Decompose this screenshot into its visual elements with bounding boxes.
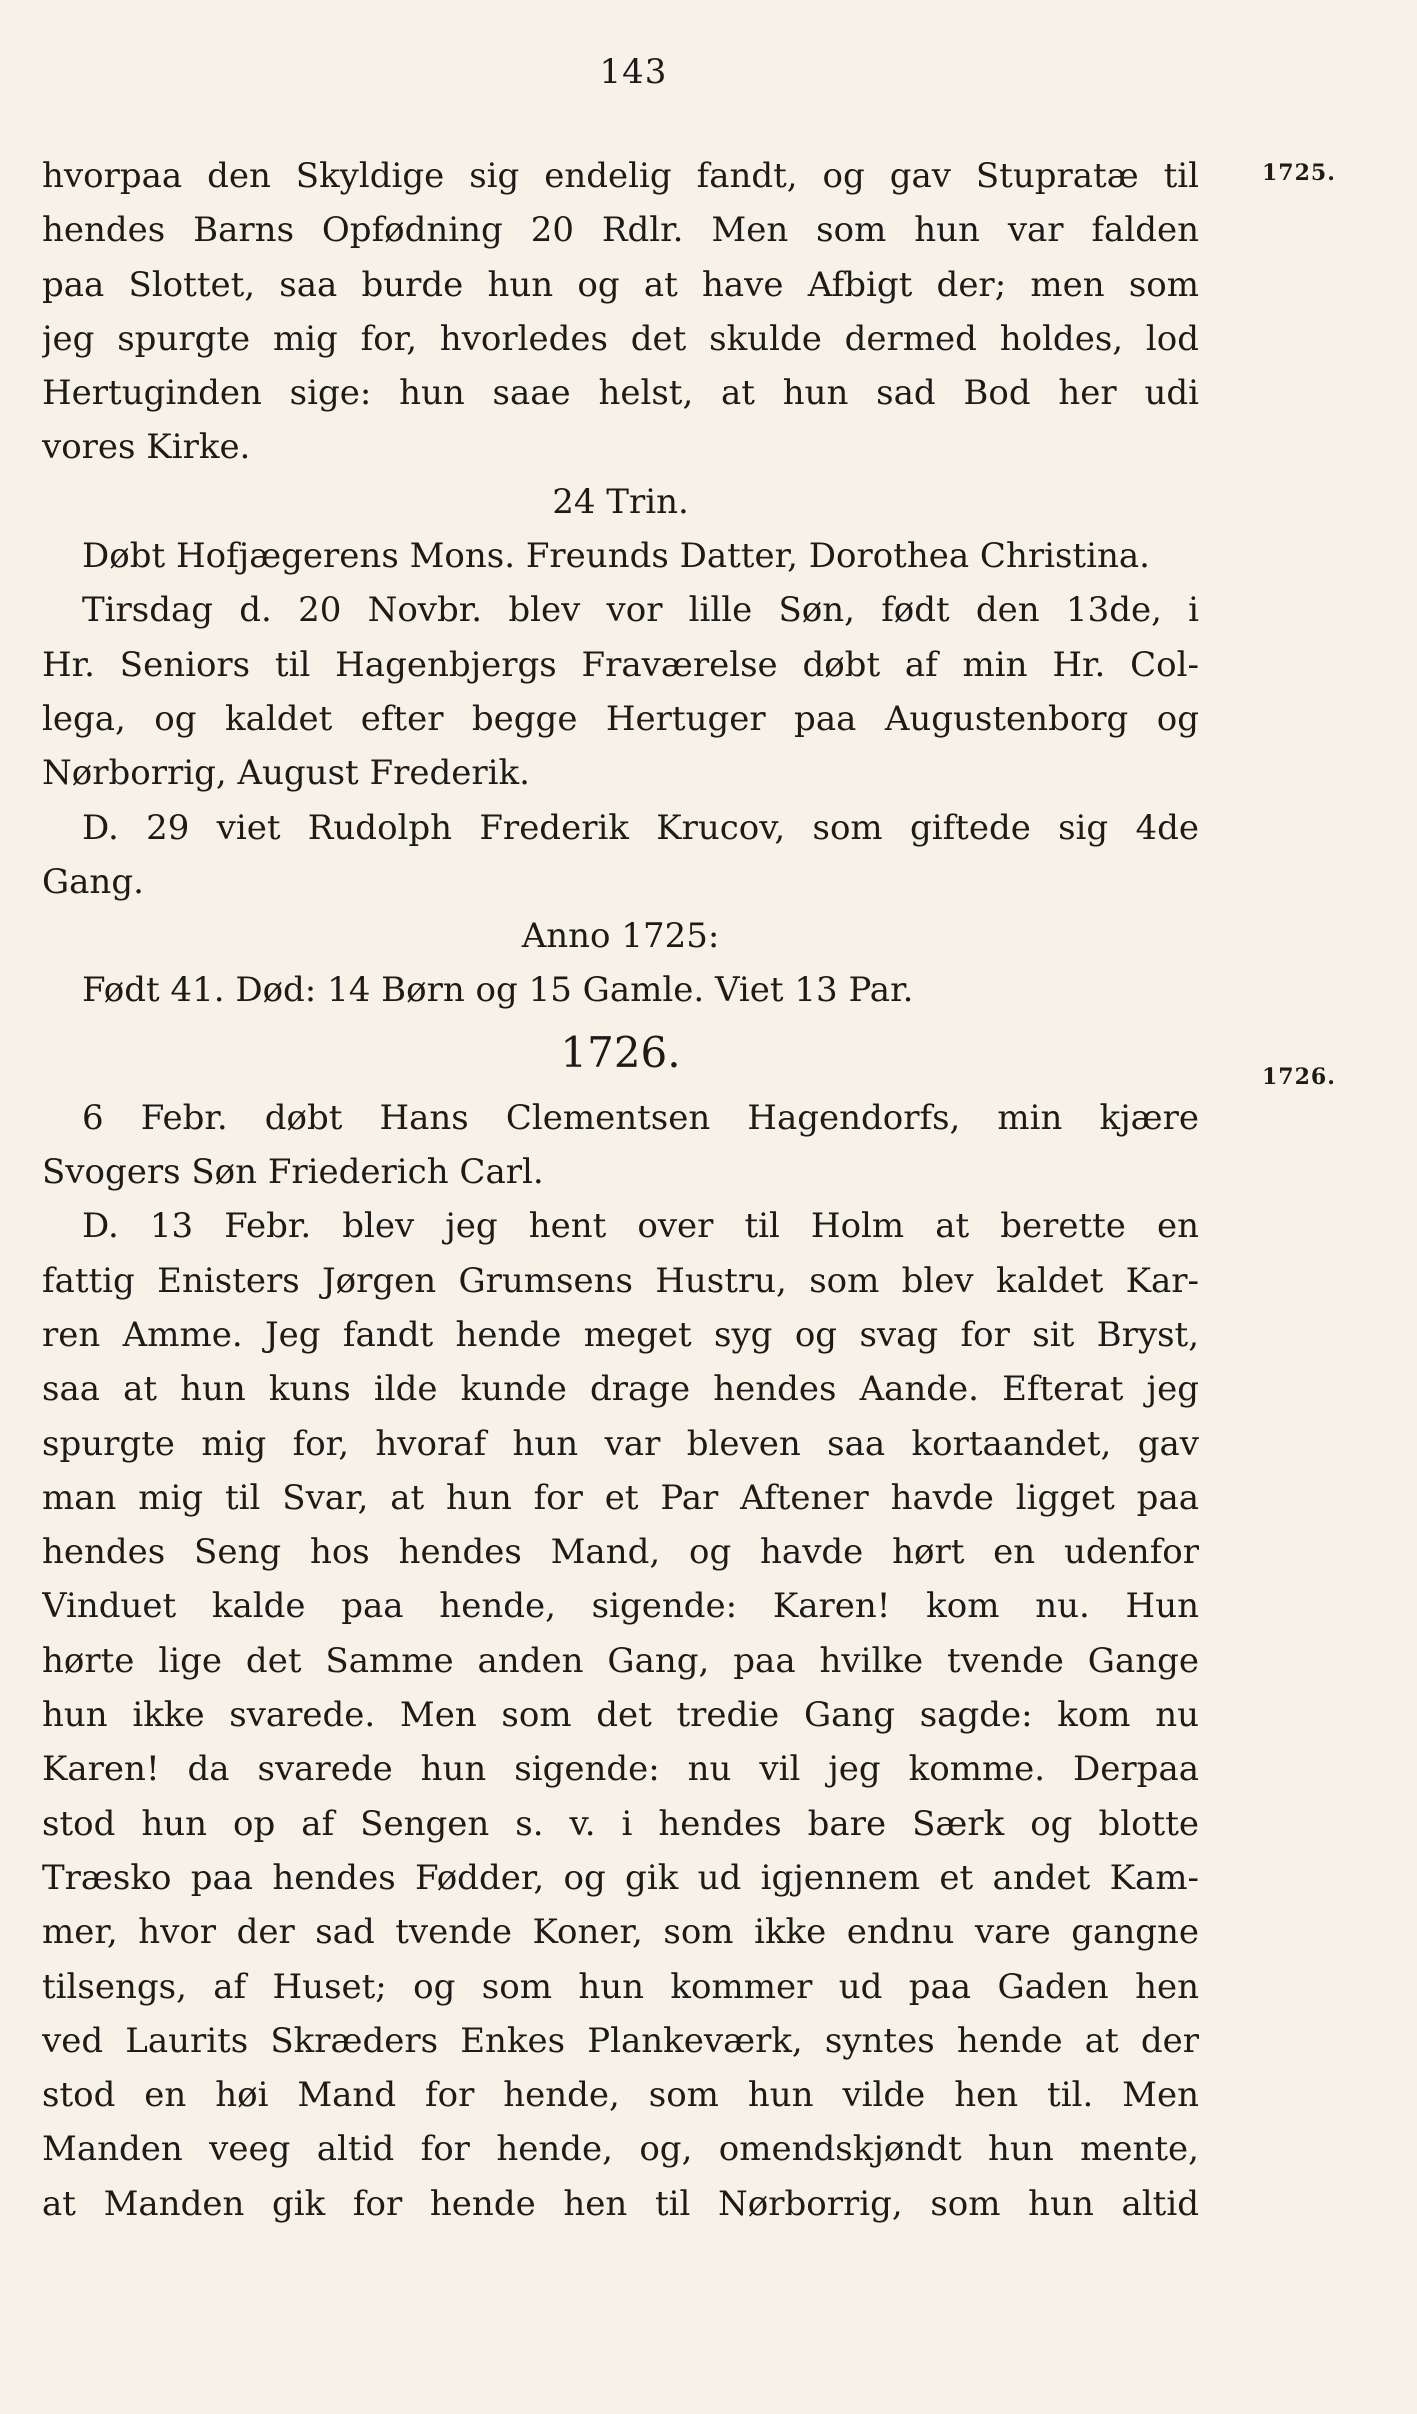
- text-line: tilsengs, af Huset; og som hun kommer ud paa Gaden hen: [42, 1966, 1199, 2007]
- text-line: lega, og kaldet efter begge Hertuger paa Augustenborg og: [42, 698, 1199, 739]
- text-line: saa at hun kuns ilde kunde drage hendes Aande. Efterat jeg: [42, 1369, 1199, 1410]
- text-line: fattig Enisters Jørgen Grumsens Hustru, som blev kaldet Kar-: [42, 1260, 1199, 1301]
- text-line: stod hun op af Sengen s. v. i hendes bare Særk og blotte: [42, 1803, 1199, 1844]
- text-line: jeg spurgte mig for, hvorledes det skulde dermed holdes, lod: [42, 318, 1199, 359]
- text-line: ren Amme. Jeg fandt hende meget syg og svag for sit Bryst,: [42, 1314, 1199, 1355]
- text-line: 6 Febr. døbt Hans Clementsen Hagendorfs, min kjære: [82, 1097, 1199, 1138]
- text-line: Hr. Seniors til Hagenbjergs Fraværelse døbt af min Hr. Col-: [42, 644, 1199, 685]
- text-line: Svogers Søn Friederich Carl.: [42, 1152, 544, 1193]
- text-line: Karen! da svarede hun sigende: nu vil jeg komme. Derpaa: [42, 1749, 1199, 1790]
- text-line: Døbt Hofjægerens Mons. Freunds Datter, Dorothea Christina.: [82, 536, 1150, 577]
- text-line: 24 Trin.: [552, 481, 689, 522]
- text-line: vores Kirke.: [42, 427, 251, 468]
- text-line: hendes Seng hos hendes Mand, og havde hørt en udenfor: [42, 1532, 1199, 1573]
- text-line: mer, hvor der sad tvende Koner, som ikke endnu vare gangne: [42, 1912, 1199, 1953]
- text-line: Vinduet kalde paa hende, sigende: Karen! kom nu. Hun: [42, 1586, 1199, 1627]
- text-line: Tirsdag d. 20 Novbr. blev vor lille Søn, født den 13de, i: [82, 590, 1199, 631]
- text-line: man mig til Svar, at hun for et Par Aftener havde ligget paa: [42, 1477, 1199, 1518]
- text-line: hun ikke svarede. Men som det tredie Gang sagde: kom nu: [42, 1695, 1199, 1736]
- margin-year-note: 1726.: [1262, 1064, 1336, 1090]
- text-line: stod en høi Mand for hende, som hun vilde hen til. Men: [42, 2075, 1199, 2116]
- text-line: Hertuginden sige: hun saae helst, at hun sad Bod her udi: [42, 373, 1199, 414]
- text-line: spurgte mig for, hvoraf hun var bleven saa kortaandet, gav: [42, 1423, 1199, 1464]
- body-text: [42, 149, 1199, 2231]
- text-line: Træsko paa hendes Fødder, og gik ud igjennem et andet Kam-: [42, 1857, 1199, 1898]
- text-line: Nørborrig, August Frederik.: [42, 753, 530, 794]
- text-line: at Manden gik for hende hen til Nørborrig, som hun altid: [42, 2183, 1199, 2224]
- text-line: Manden veeg altid for hende, og, omendskjøndt hun mente,: [42, 2129, 1199, 2170]
- text-line: D. 13 Febr. blev jeg hent over til Holm at berette en: [82, 1206, 1199, 1247]
- text-line: Anno 1725:: [521, 916, 720, 957]
- year-heading: 1726.: [560, 1027, 681, 1077]
- text-line: hørte lige det Samme anden Gang, paa hvilke tvende Gange: [42, 1640, 1199, 1681]
- text-line: Gang.: [42, 861, 144, 902]
- page-number: 143: [599, 52, 668, 92]
- text-line: Født 41. Død: 14 Børn og 15 Gamle. Viet 13 Par.: [82, 970, 914, 1011]
- text-line: paa Slottet, saa burde hun og at have Afbigt der; men som: [42, 264, 1199, 305]
- margin-year-note: 1725.: [1262, 160, 1336, 186]
- text-line: ved Laurits Skræders Enkes Plankeværk, syntes hende at der: [42, 2020, 1199, 2061]
- text-line: hendes Barns Opfødning 20 Rdlr. Men som hun var falden: [42, 210, 1199, 251]
- text-line: hvorpaa den Skyldige sig endelig fandt, og gav Stupratæ til: [42, 156, 1199, 196]
- text-line: D. 29 viet Rudolph Frederik Krucov, som giftede sig 4de: [82, 807, 1199, 848]
